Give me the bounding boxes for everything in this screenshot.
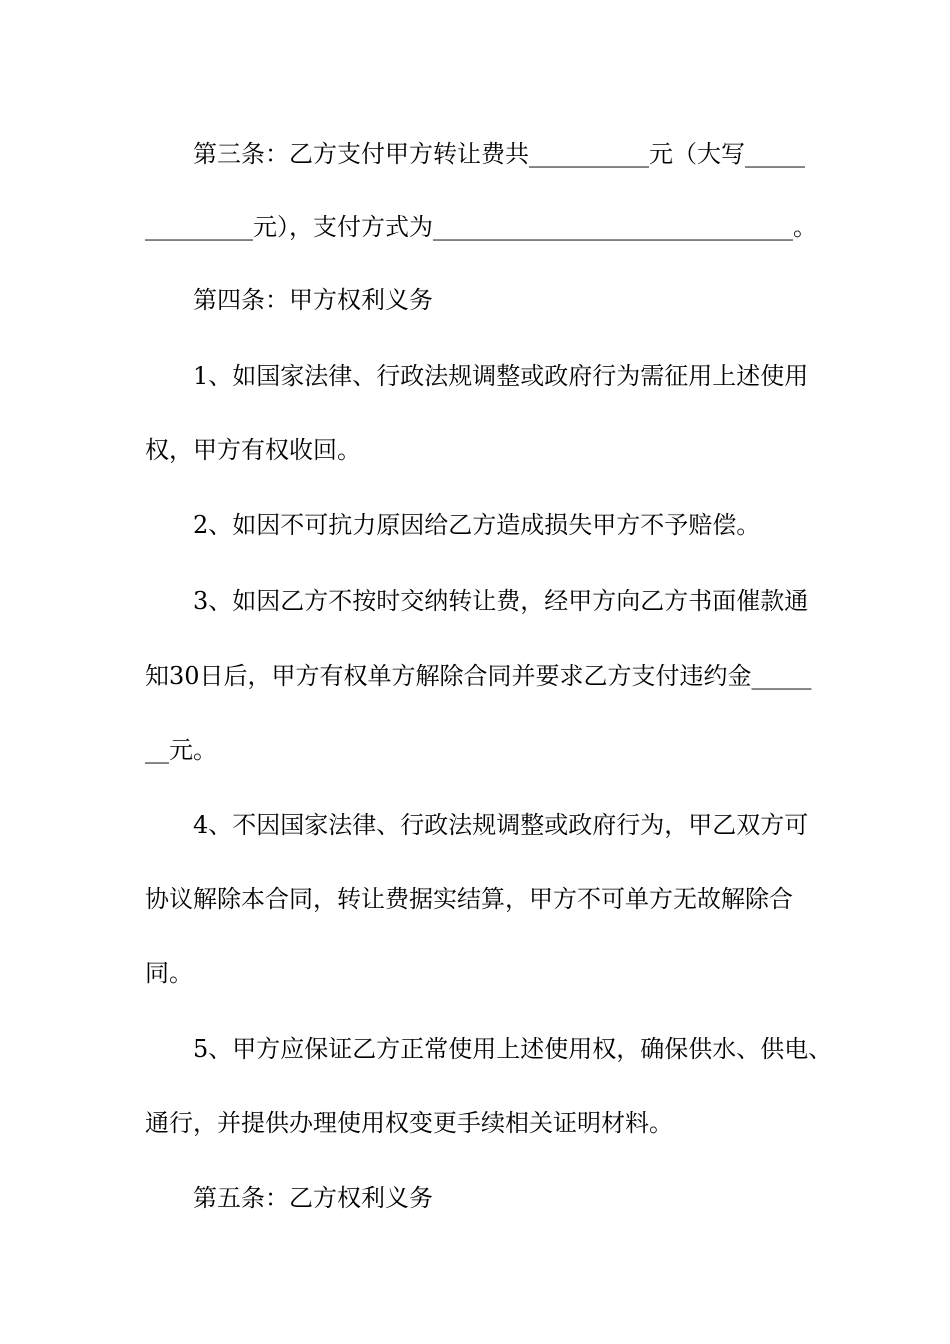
clause-1-line-2: 权，甲方有权收回。 xyxy=(145,436,361,464)
clause-1-line-1: 1、如国家法律、行政法规调整或政府行为需征用上述使用 xyxy=(193,362,809,390)
article-5-heading: 第五条：乙方权利义务 xyxy=(193,1184,433,1212)
clause-4-line-1: 4、不因国家法律、行政法规调整或政府行为，甲乙双方可 xyxy=(193,811,809,839)
clause-4-line-2: 协议解除本合同，转让费据实结算，甲方不可单方无故解除合 xyxy=(145,885,793,913)
clause-3-line-3: __元。 xyxy=(145,736,217,764)
clause-5-line-2: 通行，并提供办理使用权变更手续相关证明材料。 xyxy=(145,1109,673,1137)
clause-3-line-1: 3、如因乙方不按时交纳转让费，经甲方向乙方书面催款通 xyxy=(193,587,809,615)
clause-4-line-3: 同。 xyxy=(145,959,193,987)
clause-5-line-1: 5、甲方应保证乙方正常使用上述使用权，确保供水、供电、 xyxy=(193,1035,833,1063)
article-3-line-2: _________元），支付方式为______________________________。 xyxy=(145,213,817,241)
article-3-line-1: 第三条：乙方支付甲方转让费共__________元（大写_____ xyxy=(193,140,805,168)
clause-2-line-1: 2、如因不可抗力原因给乙方造成损失甲方不予赔偿。 xyxy=(193,511,761,539)
article-4-heading: 第四条：甲方权利义务 xyxy=(193,286,433,314)
clause-3-line-2: 知30日后，甲方有权单方解除合同并要求乙方支付违约金_____ xyxy=(145,662,812,690)
